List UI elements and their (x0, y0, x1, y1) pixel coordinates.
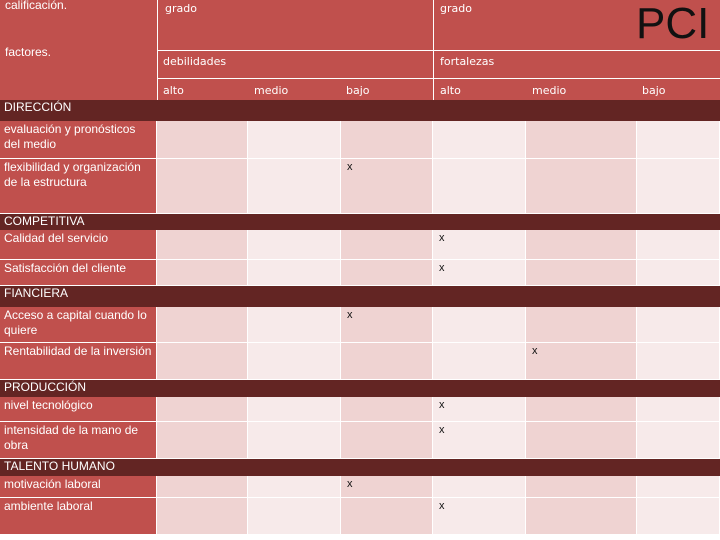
section-header-row: TALENTO HUMANO (0, 459, 720, 476)
level-label: bajo (642, 84, 666, 97)
fortalezas-label: fortalezas (440, 55, 495, 68)
rating-cell (157, 307, 248, 343)
rating-cell (526, 498, 637, 535)
rating-cell (637, 260, 720, 286)
section-header-row: FIANCIERA (0, 286, 720, 307)
rating-cell (157, 498, 248, 535)
section-header-row: DIRECCIÓN (0, 100, 720, 121)
rating-cell (157, 260, 248, 286)
rating-cell (433, 498, 526, 535)
pci-title: PCI (636, 0, 710, 48)
section-header-row: PRODUCCIÓN (0, 380, 720, 397)
rating-mark: x (439, 500, 445, 512)
level-label: bajo (346, 84, 370, 97)
rating-mark: x (439, 424, 445, 436)
rating-mark: x (439, 399, 445, 411)
factor-label: Satisfacción del cliente (0, 260, 157, 286)
rating-cell (433, 121, 526, 159)
rating-cell (637, 230, 720, 260)
rating-cell (341, 498, 433, 535)
rating-cell (341, 422, 433, 459)
rating-cell (526, 260, 637, 286)
rating-cell (637, 343, 720, 380)
rating-cell (526, 397, 637, 422)
rating-cell (157, 397, 248, 422)
rating-mark: x (347, 309, 353, 321)
rating-cell (157, 343, 248, 380)
factor-label: nivel tecnológico (0, 397, 157, 422)
rating-cell (248, 343, 341, 380)
rating-cell (341, 159, 433, 214)
rating-cell (341, 343, 433, 380)
rating-cell (248, 230, 341, 260)
rating-cell (433, 476, 526, 498)
rating-cell (157, 422, 248, 459)
rating-cell (637, 422, 720, 459)
level-label: medio (254, 84, 289, 97)
rating-cell (248, 397, 341, 422)
rating-cell (637, 498, 720, 535)
rating-mark: x (439, 232, 445, 244)
rating-cell (526, 121, 637, 159)
calificacion-label: calificación. (5, 0, 68, 12)
rating-cell (157, 121, 248, 159)
grado-left-label: grado (165, 2, 197, 15)
rating-mark: x (532, 345, 538, 357)
rating-cell (433, 260, 526, 286)
factor-label: flexibilidad y organización de la estructura (0, 159, 157, 214)
factor-label: motivación laboral (0, 476, 157, 498)
rating-cell (248, 260, 341, 286)
rating-cell (433, 307, 526, 343)
rating-mark: x (347, 478, 353, 490)
factor-label: ambiente laboral (0, 498, 157, 535)
section-header-row: COMPETITIVA (0, 214, 720, 230)
rating-cell (248, 422, 341, 459)
rating-cell (248, 476, 341, 498)
factor-label: Rentabilidad de la inversión (0, 343, 157, 380)
rating-cell (526, 159, 637, 214)
rating-cell (526, 422, 637, 459)
rating-cell (157, 159, 248, 214)
rating-mark: x (347, 161, 353, 173)
rating-cell (433, 230, 526, 260)
rating-cell (341, 230, 433, 260)
factor-label: Acceso a capital cuando lo quiere (0, 307, 157, 343)
rating-cell (341, 307, 433, 343)
rating-cell (341, 476, 433, 498)
grado-right-label: grado (440, 2, 472, 15)
rating-cell (157, 230, 248, 260)
rating-cell (341, 397, 433, 422)
rating-cell (341, 121, 433, 159)
level-label: medio (532, 84, 567, 97)
rating-cell (637, 159, 720, 214)
rating-cell (248, 307, 341, 343)
rating-cell (157, 476, 248, 498)
rating-cell (637, 307, 720, 343)
rating-cell (248, 498, 341, 535)
rating-cell (526, 230, 637, 260)
rating-cell (637, 121, 720, 159)
factor-label: Calidad del servicio (0, 230, 157, 260)
factor-label: evaluación y pronósticos del medio (0, 121, 157, 159)
rating-cell (341, 260, 433, 286)
rating-cell (433, 159, 526, 214)
header-divider (157, 78, 720, 79)
rating-cell (433, 422, 526, 459)
rating-mark: x (439, 262, 445, 274)
rating-cell (526, 343, 637, 380)
factores-label: factores. (5, 45, 52, 59)
header-divider (157, 50, 720, 51)
level-label: alto (163, 84, 184, 97)
rating-cell (433, 343, 526, 380)
rating-cell (637, 397, 720, 422)
rating-cell (248, 121, 341, 159)
rating-cell (433, 397, 526, 422)
rating-cell (526, 307, 637, 343)
rating-cell (248, 159, 341, 214)
debilidades-label: debilidades (163, 55, 227, 68)
rating-cell (526, 476, 637, 498)
factor-label: intensidad de la mano de obra (0, 422, 157, 459)
rating-cell (637, 476, 720, 498)
level-label: alto (440, 84, 461, 97)
